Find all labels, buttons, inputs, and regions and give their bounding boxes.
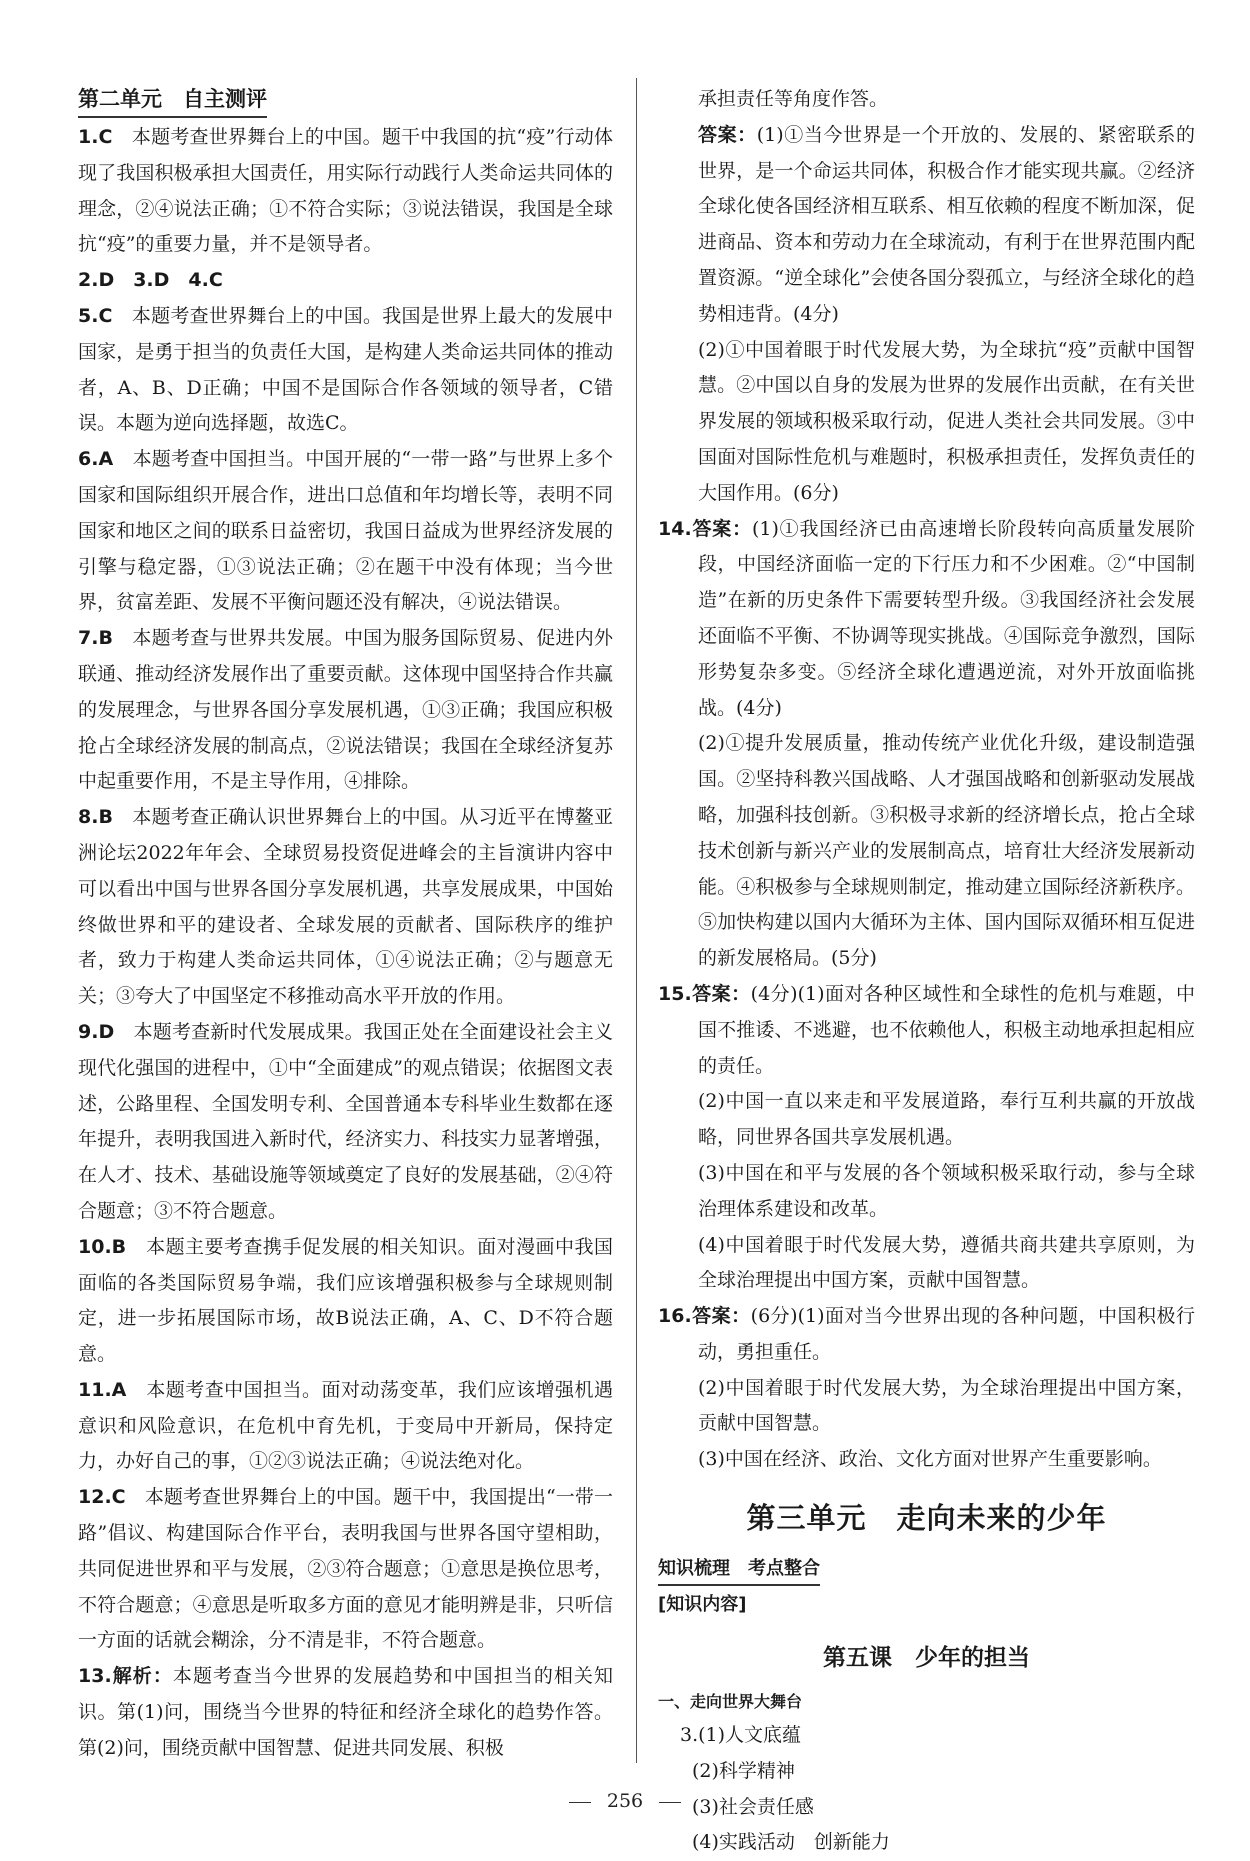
knowledge-heading: 知识梳理 考点整合 bbox=[658, 1554, 820, 1586]
knowledge-content-label: [知识内容] bbox=[658, 1594, 747, 1616]
knowledge-item: (2)科学精神 bbox=[692, 1759, 795, 1782]
spacer bbox=[126, 1379, 146, 1401]
answer-label: 答案： bbox=[691, 982, 751, 1005]
question-number: 5.C bbox=[78, 304, 113, 327]
question-number: 12.C bbox=[78, 1486, 126, 1509]
answer-item bbox=[78, 120, 613, 263]
spacer bbox=[113, 448, 132, 470]
answer-item bbox=[78, 263, 613, 299]
answer-item bbox=[78, 1659, 613, 1766]
answer-text: (2)①中国着眼于时代发展大势，为全球抗“疫”贡献中国智慧。②中国以自身的发展为世界的发展作出贡献，在有关世界发展的领域积极采取行动，促进人类社会共同发展。③中国面对国际性危机与难题时，积极承担责任，发挥负责任的大国作用。(6分) bbox=[698, 338, 1195, 504]
page-footer bbox=[0, 1790, 1250, 1812]
spacer bbox=[113, 806, 132, 828]
question-number: 16. bbox=[658, 1305, 692, 1328]
q16-sub: (3)中国在经济、政治、文化方面对世界产生重要影响。 bbox=[698, 1448, 1162, 1471]
q14-answer bbox=[658, 512, 1195, 727]
q16-sub: (2)中国着眼于时代发展大势，为全球治理提出中国方案，贡献中国智慧。 bbox=[698, 1376, 1195, 1435]
answer-label: 答案： bbox=[698, 123, 757, 146]
question-number: 14. bbox=[658, 517, 692, 540]
explanation-text: 本题考查世界舞台上的中国。我国是世界上最大的发展中国家，是勇于担当的负责任大国，是构建人类命运共同体的推动者，A、B、D正确；中国不是国际合作各领域的领导者，C错误。本题为逆向选择题，故选C。 bbox=[78, 304, 613, 435]
page-number: 256 bbox=[606, 1790, 644, 1812]
answer-text: (1)①我国经济已由高速增长阶段转向高质量发展阶段，中国经济面临一定的下行压力和不少困难。②“中国制造”在新的历史条件下需要转型升级。③我国经济社会发展还面临不平衡、不协调等现实挑战。④国际竞争激烈，国际形势复杂多变。⑤经济全球化遭遇逆流，对外开放面临挑战。(4分) bbox=[698, 517, 1195, 719]
subsection-heading: 一、走向世界大舞台 bbox=[658, 1692, 803, 1712]
spacer bbox=[112, 305, 132, 327]
q14-answer-part2: (2)①提升发展质量，推动传统产业优化升级，建设制造强国。②坚持科教兴国战略、人才强国战略和创新驱动发展战略，加强科技创新。③积极寻求新的经济增长点，抢占全球技术创新与新兴产业的发展制高点，培育壮大经济发展新动能。④积极参与全球规则制定，推动建立国际经济新秩序。⑤加快构建以国内大循环为主体、国内国际双循环相互促进的新发展格局。(5分) bbox=[698, 732, 1195, 970]
question-number: 13. bbox=[78, 1665, 112, 1688]
section-title: 第二单元 自主测评 bbox=[78, 82, 267, 118]
question-number: 11.A bbox=[78, 1378, 127, 1401]
q13-answer-part2 bbox=[658, 333, 1195, 512]
explanation-text: 本题考查新时代发展成果。我国正处在全面建设社会主义现代化强国的进程中，①中“全面建成”的观点错误；依据图文表述，公路里程、全国发明专利、全国普通本专科毕业生数都在逐年提升，表明我国进入新时代，经济实力、科技实力显著增强，在人才、技术、基础设施等领域奠定了良好的发展基础，②④符合题意；③不符合题意。 bbox=[78, 1020, 613, 1222]
explanation-text: 本题考查中国担当。面对动荡变革，我们应该增强机遇意识和风险意识，在危机中育先机，于变局中开新局，保持定力，办好自己的事，①②③说法正确；④说法绝对化。 bbox=[78, 1378, 613, 1473]
q15-sub: (4)中国着眼于时代发展大势，遵循共商共建共享原则，为全球治理提出中国方案，贡献中国智慧。 bbox=[698, 1233, 1195, 1292]
question-number: 7.B bbox=[78, 627, 113, 650]
answer-item bbox=[78, 442, 613, 621]
spacer bbox=[126, 1236, 146, 1258]
explanation-text: 本题考查当今世界的发展趋势和中国担当的相关知识。第(1)问，围绕当今世界的特征和经济全球化的趋势作答。第(2)问，围绕贡献中国智慧、促进共同发展、积极 bbox=[78, 1665, 613, 1759]
answer-text: (1)①当今世界是一个开放的、发展的、紧密联系的世界，是一个命运共同体，积极合作才能实现共赢。②经济全球化使各国经济相互联系、相互依赖的程度不断加深，促进商品、资本和劳动力在全球流动，有利于在世界范围内配置资源。“逆全球化”会使各国分裂孤立，与经济全球化的趋势相违背。(4分) bbox=[698, 123, 1195, 325]
footer-dash bbox=[659, 1802, 681, 1803]
right-column bbox=[658, 82, 1195, 1861]
answer-item bbox=[78, 1230, 613, 1373]
question-number: 6.A bbox=[78, 448, 114, 471]
column-divider bbox=[636, 78, 637, 1763]
answer-item bbox=[78, 299, 613, 442]
answer-item bbox=[78, 1373, 613, 1480]
left-column bbox=[78, 82, 613, 1767]
q16-answer bbox=[658, 1299, 1195, 1371]
knowledge-item: 3.(1)人文底蕴 bbox=[680, 1724, 802, 1747]
unit-title: 第三单元 走向未来的少年 bbox=[746, 1501, 1107, 1536]
explanation-text: 本题考查世界舞台上的中国。题干中我国的抗“疫”行动体现了我国积极承担大国责任，用实际行动践行人类命运共同体的理念，②④说法正确；①不符合实际；③说法错误，我国是全球抗“疫”的重要力量，并不是领导者。 bbox=[78, 126, 613, 256]
question-number: 2.D 3.D 4.C bbox=[78, 269, 223, 292]
answer-label: 答案： bbox=[691, 1305, 751, 1328]
explanation-text: 本题考查中国担当。中国开展的“一带一路”与世界上多个国家和国际组织开展合作，进出口总值和年均增长等，表明不同国家和地区之间的联系日益密切，我国日益成为世界经济发展的引擎与稳定器，①③说法正确；②在题干中没有体现；当今世界，贫富差距、发展不平衡问题还没有解决，④说法错误。 bbox=[78, 448, 613, 614]
answer-list bbox=[78, 120, 613, 1767]
footer-dash bbox=[569, 1802, 591, 1803]
question-number: 8.B bbox=[78, 806, 113, 829]
lesson-title: 第五课 少年的担当 bbox=[823, 1645, 1030, 1672]
spacer bbox=[112, 126, 131, 148]
spacer bbox=[126, 1486, 145, 1508]
question-number: 15. bbox=[658, 982, 692, 1005]
answer-item bbox=[78, 1480, 613, 1659]
answer-text: (4分)(1)面对各种区域性和全球性的危机与难题，中国不推诿、不逃避，也不依赖他人，积极主动地承担起相应的责任。 bbox=[698, 982, 1195, 1077]
explanation-text: 本题考查正确认识世界舞台上的中国。从习近平在博鳌亚洲论坛2022年年会、全球贸易投资促进峰会的主旨演讲内容中可以看出中国与世界各国分享发展机遇，共享发展成果，中国始终做世界和平的建设者、全球发展的贡献者、国际秩序的维护者，致力于构建人类命运共同体，①④说法正确；②与题意无关；③夸大了中国坚定不移推动高水平开放的作用。 bbox=[78, 806, 613, 1008]
answer-item bbox=[78, 621, 613, 800]
answer-label: 答案： bbox=[691, 517, 752, 540]
q15-sub: (3)中国在和平与发展的各个领域积极采取行动，参与全球治理体系建设和改革。 bbox=[698, 1161, 1195, 1220]
q15-answer bbox=[658, 977, 1195, 1084]
knowledge-item: (4)实践活动 创新能力 bbox=[692, 1831, 890, 1854]
knowledge-item: (3)社会责任感 bbox=[692, 1795, 814, 1818]
question-number: 10.B bbox=[78, 1235, 127, 1258]
answer-item bbox=[78, 800, 613, 1015]
answer-item bbox=[78, 1015, 613, 1230]
explanation-text: 本题主要考查携手促发展的相关知识。面对漫画中我国面临的各类国际贸易争端，我们应该增强积极参与全球规则制定，进一步拓展国际市场，故B说法正确，A、C、D不符合题意。 bbox=[78, 1235, 613, 1366]
explanation-text: 本题考查世界舞台上的中国。题干中，我国提出“一带一路”倡议、构建国际合作平台，表明我国与世界各国守望相助，共同促进世界和平与发展，②③符合题意；①意思是换位思考，不符合题意；④意思是听取多方面的意见才能明辨是非，只听信一方面的话就会糊涂，分不清是非，不符合题意。 bbox=[78, 1486, 613, 1652]
continuation-text: 承担责任等角度作答。 bbox=[698, 88, 889, 110]
question-number: 9.D bbox=[78, 1020, 115, 1043]
q13-answer-part1 bbox=[658, 118, 1195, 333]
explanation-text: 本题考查与世界共发展。中国为服务国际贸易、促进内外联通、推动经济发展作出了重要贡献。这体现中国坚持合作共赢的发展理念，与世界各国分享发展机遇，①③正确；我国应积极抢占全球经济发展的制高点，②说法错误；我国在全球经济复苏中起重要作用，不是主导作用，④排除。 bbox=[78, 627, 613, 793]
spacer bbox=[113, 627, 132, 649]
answer-text: (6分)(1)面对当今世界出现的各种问题，中国积极行动，勇担重任。 bbox=[698, 1305, 1195, 1363]
analysis-label: 解析： bbox=[111, 1665, 173, 1688]
question-number: 1.C bbox=[78, 126, 113, 148]
q15-sub: (2)中国一直以来走和平发展道路，奉行互利共赢的开放战略，同世界各国共享发展机遇。 bbox=[698, 1090, 1195, 1149]
spacer bbox=[114, 1021, 133, 1043]
